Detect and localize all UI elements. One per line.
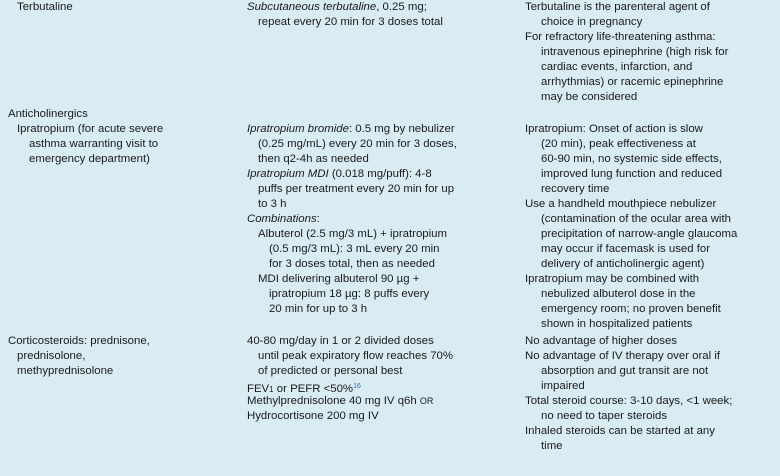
terbutaline-comment: choice in pregnancy: [541, 16, 643, 28]
ipratropium-comment: Use a handheld mouthpiece nebulizer: [525, 198, 717, 210]
terbutaline-comment: arrhythmias) or racemic epinephrine: [541, 76, 724, 88]
corticosteroid-dose-line: until peak expiratory flow reaches 70%: [258, 350, 454, 362]
terbutaline-dose-line-1: Subcutaneous terbutaline, 0.25 mg;: [247, 1, 427, 13]
terbutaline-comment: Terbutaline is the parenteral agent of: [525, 1, 710, 13]
combination-line: MDI delivering albuterol 90 µg +: [258, 273, 420, 285]
combination-line: ipratropium 18 µg: 8 puffs every: [269, 288, 430, 300]
ipratropium-comment: Ipratropium: Onset of action is slow: [525, 123, 703, 135]
terbutaline-comment: For refractory life-threatening asthma:: [525, 31, 716, 43]
ipratropium-comment: (contamination of the ocular area with: [541, 213, 731, 225]
combination-line: Albuterol (2.5 mg/3 mL) + ipratropium: [258, 228, 447, 240]
ipratropium-mdi-line: puffs per treatment every 20 min for up: [258, 183, 455, 195]
ipratropium-dose-line: Ipratropium bromide: 0.5 mg by nebulizer: [247, 123, 455, 135]
ipratropium-comment: 60-90 min, no systemic side effects,: [541, 153, 722, 165]
combination-line: 20 min for up to 3 h: [269, 303, 368, 315]
fev-line: FEV1 or PEFR <50%$^{16}$: [247, 383, 361, 395]
ipratropium-comment: nebulized albuterol dose in the: [541, 288, 696, 300]
ipratropium-comment: recovery time: [541, 183, 610, 195]
corticosteroid-comment: absorption and gut transit are not: [541, 365, 709, 377]
agent-ipratropium: Ipratropium (for acute severe: [17, 123, 164, 135]
corticosteroid-comment: Inhaled steroids can be started at any: [525, 425, 715, 437]
terbutaline-comment: intravenous epinephrine (high risk for: [541, 46, 729, 58]
agent-terbutaline: Terbutaline: [17, 1, 73, 13]
agent-corticosteroids: Corticosteroids: prednisone,: [8, 335, 150, 347]
ipratropium-comment: improved lung function and reduced: [541, 168, 723, 180]
terbutaline-dose-line-2: repeat every 20 min for 3 doses total: [258, 16, 443, 28]
terbutaline-comment: cardiac events, infarction, and: [541, 61, 693, 73]
agent-corticosteroids: prednisolone,: [17, 350, 86, 362]
corticosteroid-comment: time: [541, 440, 563, 452]
terbutaline-comment: may be considered: [541, 91, 638, 103]
corticosteroid-comment: Total steroid course: 3-10 days, <1 week;: [525, 395, 733, 407]
ipratropium-comment: precipitation of narrow-angle glaucoma: [541, 228, 738, 240]
ipratropium-comment: shown in hospitalized patients: [541, 318, 693, 330]
agent-ipratropium: emergency department): [29, 153, 150, 165]
reference-superscript: 16: [353, 383, 361, 390]
combinations-label: Combinations:: [247, 213, 320, 225]
corticosteroid-comment: impaired: [541, 380, 585, 392]
corticosteroid-comment: No advantage of higher doses: [525, 335, 677, 347]
ipratropium-comment: delivery of anticholinergic agent): [541, 258, 705, 270]
ipratropium-dose-line: (0.25 mg/mL) every 20 min for 3 doses,: [258, 138, 457, 150]
ipratropium-comment: emergency room; no proven benefit: [541, 303, 721, 315]
corticosteroid-comment: No advantage of IV therapy over oral if: [525, 350, 721, 362]
corticosteroid-comment: no need to taper steroids: [541, 410, 668, 422]
anticholinergics-heading: Anticholinergics: [8, 108, 88, 120]
ipratropium-dose-line: then q2-4h as needed: [258, 153, 369, 165]
ipratropium-mdi-line: Ipratropium MDI (0.018 mg/puff): 4-8: [247, 168, 432, 180]
combination-line: for 3 doses total, then as needed: [269, 258, 435, 270]
corticosteroid-dose-line: 40-80 mg/day in 1 or 2 divided doses: [247, 335, 434, 347]
ipratropium-comment: may occur if facemask is used for: [541, 243, 711, 255]
corticosteroid-dose-line: of predicted or personal best: [258, 365, 403, 377]
methylprednisolone-line: Methylprednisolone 40 mg IV q6h OR: [247, 395, 434, 407]
ipratropium-mdi-line: to 3 h: [258, 198, 287, 210]
hydrocortisone-line: Hydrocortisone 200 mg IV: [247, 410, 379, 422]
agent-corticosteroids: methyprednisolone: [17, 365, 114, 377]
combination-line: (0.5 mg/3 mL): 3 mL every 20 min: [269, 243, 440, 255]
ipratropium-comment: (20 min), peak effectiveness at: [541, 138, 696, 150]
agent-ipratropium: asthma warranting visit to: [29, 138, 159, 150]
ipratropium-comment: Ipratropium may be combined with: [525, 273, 700, 285]
